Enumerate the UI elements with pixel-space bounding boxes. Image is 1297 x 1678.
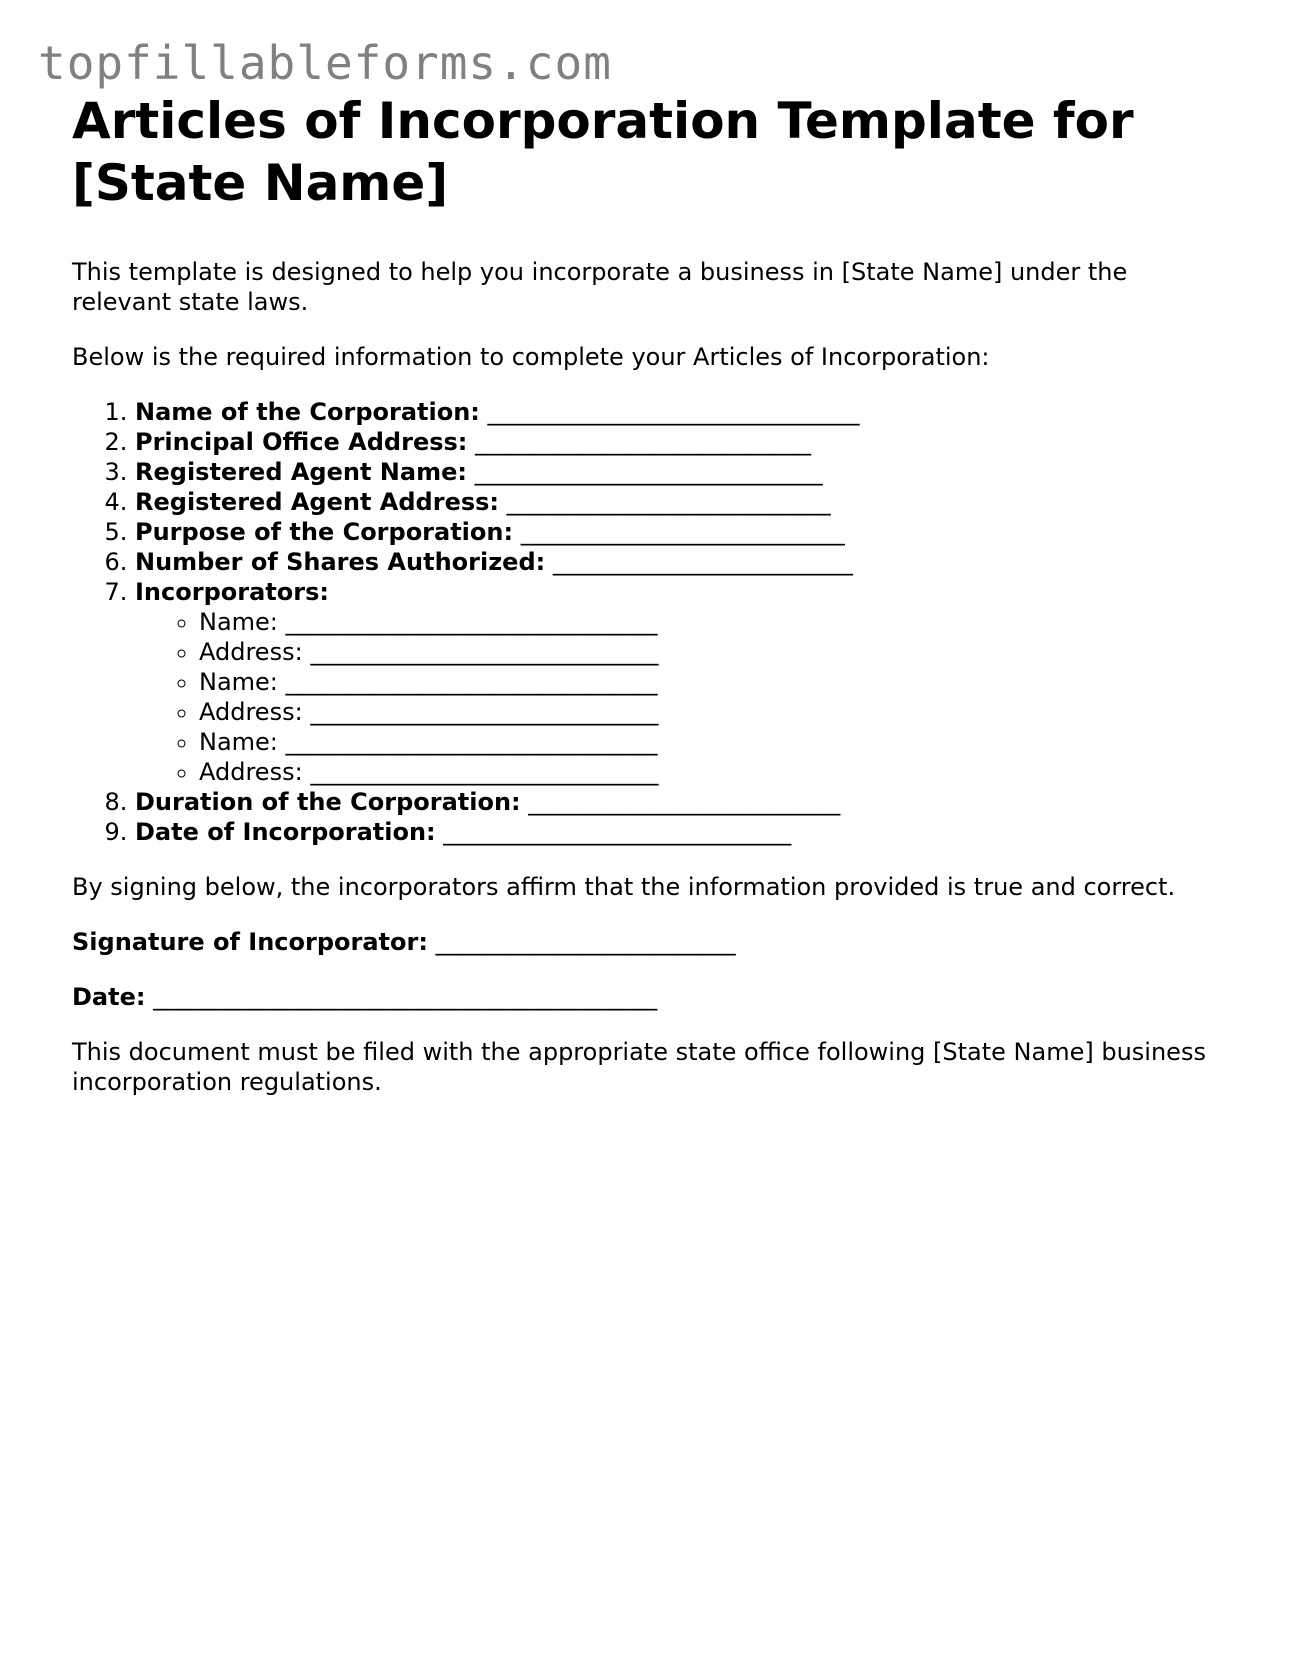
incorporator-3-name-field[interactable]: _______________________________ (285, 728, 658, 756)
list-item-shares-authorized (135, 547, 1222, 577)
document-page (72, 90, 1222, 1097)
intro-paragraph: This template is designed to help you incorporate a business in [State Name] under the relevant state laws. (72, 258, 1128, 316)
incorporator-1-name-field[interactable]: _______________________________ (285, 608, 658, 636)
incorporator-2-name-field[interactable]: _______________________________ (285, 668, 658, 696)
watermark: topfillableforms.com (38, 36, 612, 90)
incorporators-list (135, 607, 1222, 787)
sub-item-label: Name: (199, 668, 278, 696)
item-label: Incorporators: (135, 578, 329, 606)
incorporator-address-item (199, 757, 1222, 787)
lead-paragraph: Below is the required information to complete your Articles of Incorporation: (72, 343, 990, 371)
item-label: Number of Shares Authorized: (135, 548, 546, 576)
incorporator-name-item (199, 607, 1222, 637)
item-label: Name of the Corporation: (135, 398, 480, 426)
incorporator-name-item (199, 667, 1222, 697)
sub-item-label: Name: (199, 608, 278, 636)
footer-paragraph: This document must be filed with the appropriate state office following [State Name] business incorporation regulations. (72, 1038, 1206, 1096)
sub-item-label: Address: (199, 638, 303, 666)
required-info-list (72, 397, 1222, 847)
signature-field[interactable]: _________________________ (435, 928, 736, 956)
item-label: Principal Office Address: (135, 428, 468, 456)
list-item-registered-agent-name (135, 457, 1222, 487)
sub-item-label: Address: (199, 758, 303, 786)
purpose-field[interactable]: ___________________________ (520, 518, 845, 546)
list-item-principal-office-address (135, 427, 1222, 457)
list-item-corporation-name (135, 397, 1222, 427)
incorporator-name-item (199, 727, 1222, 757)
sub-item-label: Address: (199, 698, 303, 726)
duration-field[interactable]: __________________________ (528, 788, 841, 816)
corporation-name-field[interactable]: _______________________________ (487, 398, 860, 426)
item-label: Registered Agent Name: (135, 458, 467, 486)
principal-office-address-field[interactable]: ____________________________ (475, 428, 812, 456)
list-item-incorporators (135, 577, 1222, 787)
incorporator-3-address-field[interactable]: _____________________________ (310, 758, 659, 786)
signature-label: Signature of Incorporator: (72, 928, 428, 956)
item-label: Duration of the Corporation: (135, 788, 521, 816)
incorporator-2-address-field[interactable]: _____________________________ (310, 698, 659, 726)
date-of-incorporation-field[interactable]: _____________________________ (443, 818, 792, 846)
incorporator-address-item (199, 697, 1222, 727)
date-field[interactable]: __________________________________________ (153, 983, 658, 1011)
list-item-duration (135, 787, 1222, 817)
date-line (72, 982, 1222, 1012)
incorporator-1-address-field[interactable]: _____________________________ (310, 638, 659, 666)
registered-agent-address-field[interactable]: ___________________________ (506, 488, 831, 516)
page-title: Articles of Incorporation Template for [State Name] (72, 92, 1134, 212)
affirmation-paragraph: By signing below, the incorporators affirm that the information provided is true and correct. (72, 873, 1176, 901)
item-label: Purpose of the Corporation: (135, 518, 514, 546)
sub-item-label: Name: (199, 728, 278, 756)
incorporator-address-item (199, 637, 1222, 667)
item-label: Registered Agent Address: (135, 488, 500, 516)
registered-agent-name-field[interactable]: _____________________________ (474, 458, 823, 486)
item-label: Date of Incorporation: (135, 818, 436, 846)
list-item-date-of-incorporation (135, 817, 1222, 847)
list-item-registered-agent-address (135, 487, 1222, 517)
signature-line (72, 927, 1222, 957)
list-item-purpose (135, 517, 1222, 547)
shares-authorized-field[interactable]: _________________________ (552, 548, 853, 576)
date-label: Date: (72, 983, 146, 1011)
